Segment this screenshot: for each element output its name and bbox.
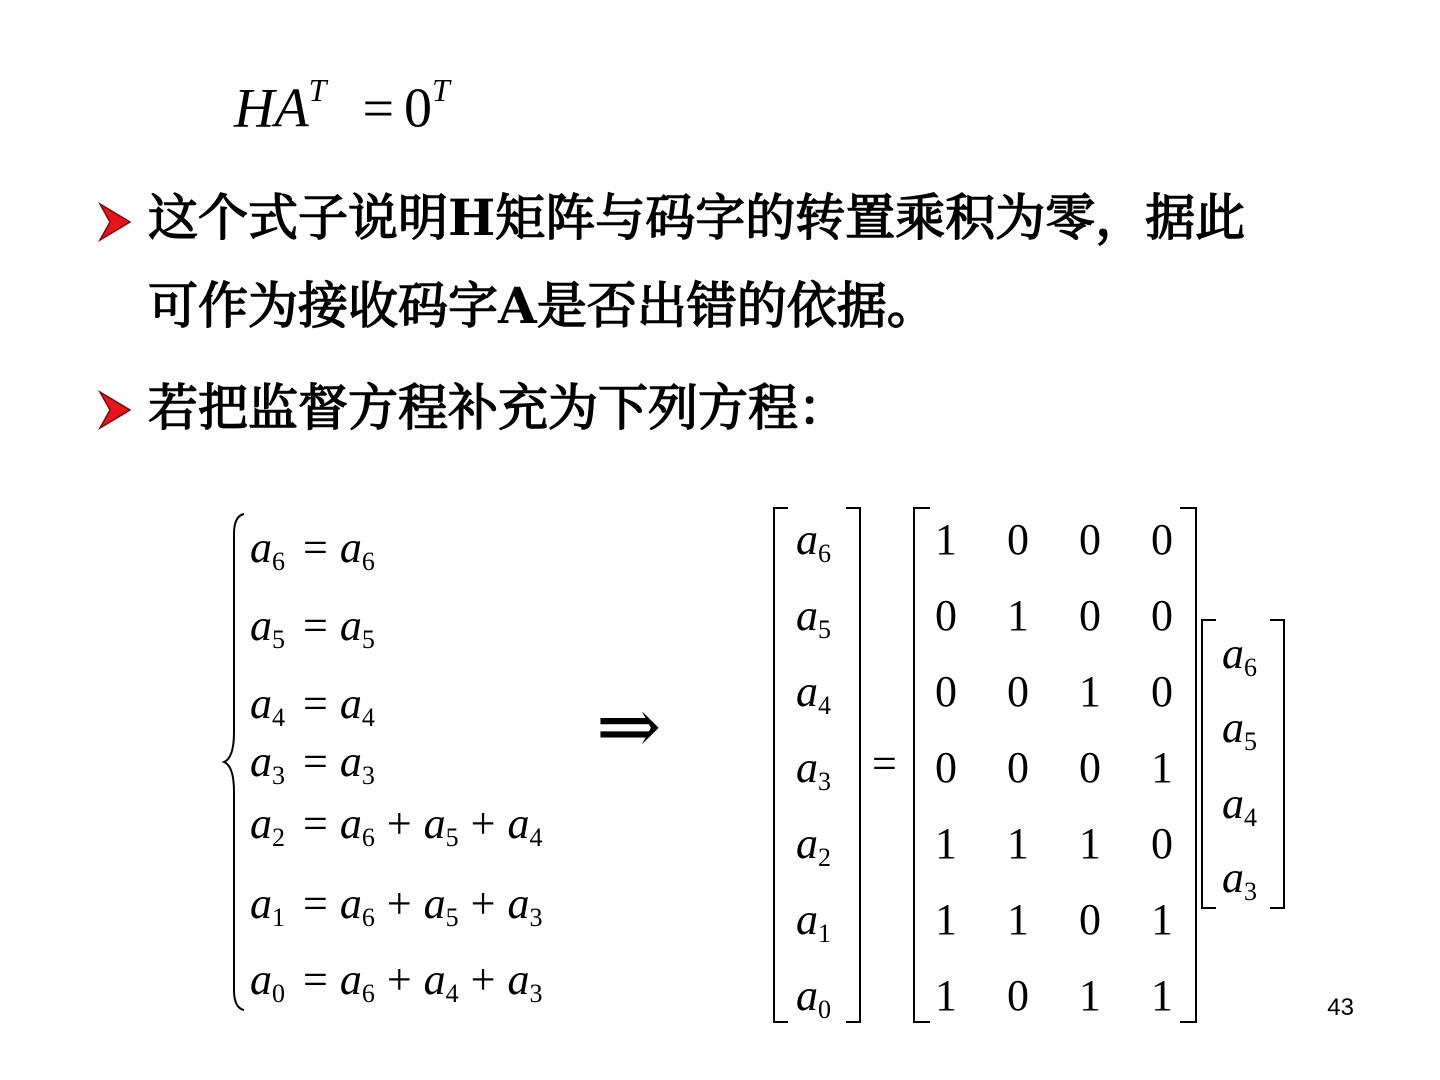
matrix-cell: 1 (935, 515, 957, 564)
system-equation (250, 601, 375, 654)
top-eq-lhs-sup: T (308, 72, 327, 108)
var-subscript: 6 (361, 903, 375, 932)
matrix-cell: 1 (935, 819, 957, 868)
var-a: a (1222, 703, 1244, 752)
equation-lhs-subscript: 0 (272, 979, 285, 1008)
matrix-cell: 1 (1151, 895, 1173, 944)
var-a: a (796, 819, 818, 868)
equation-lhs-subscript: 3 (272, 761, 285, 790)
plus-sign: + (470, 955, 496, 1004)
matrix-cell: 0 (1151, 667, 1173, 716)
rhs-vector-entry (1222, 703, 1257, 756)
var-a: a (1222, 779, 1244, 828)
var-a: a (1222, 853, 1244, 902)
plus-sign: + (386, 879, 412, 928)
var-subscript: 4 (529, 823, 543, 852)
matrix-cell: 0 (935, 743, 957, 792)
matrix-cell: 0 (1079, 743, 1101, 792)
matrix-cell: 1 (1007, 895, 1029, 944)
var-a: a (339, 955, 362, 1004)
var-subscript: 5 (1244, 727, 1257, 756)
matrix-cell: 0 (1007, 515, 1029, 564)
plus-sign: + (470, 799, 496, 848)
top-eq-op: = (362, 77, 395, 140)
equals-sign: = (303, 799, 328, 848)
var-subscript: 3 (529, 979, 543, 1008)
equation-lhs-subscript: 6 (272, 547, 285, 576)
matrix-cell: 0 (935, 591, 957, 640)
system-equation (250, 955, 543, 1008)
matrix-cell: 0 (1151, 591, 1173, 640)
lhs-vector-entry (796, 819, 831, 872)
var-a: a (796, 515, 818, 564)
var-a: a (796, 895, 818, 944)
system-equation (250, 679, 375, 732)
equation-lhs-var: a (250, 799, 272, 848)
equation-lhs-var: a (250, 523, 272, 572)
page-number: 43 (1327, 994, 1354, 1021)
matrix-cell: 1 (1007, 591, 1029, 640)
matrix-cell: 0 (935, 667, 957, 716)
top-equation (234, 72, 450, 140)
equals-sign: = (303, 679, 328, 728)
bullet-1-line-2: 可作为接收码字A是否出错的依据。 (148, 276, 937, 335)
var-a: a (339, 879, 362, 928)
lhs-vector-entry (796, 591, 831, 644)
equals-sign: = (303, 523, 328, 572)
bullet-arrow-shape (100, 204, 130, 240)
equation-lhs-var: a (250, 601, 272, 650)
var-a: a (423, 799, 446, 848)
var-a: a (796, 743, 818, 792)
system-left-brace (218, 512, 248, 1012)
matrix-cell: 0 (1007, 743, 1029, 792)
plus-sign: + (470, 879, 496, 928)
var-a: a (1222, 629, 1244, 678)
var-a: a (796, 971, 818, 1020)
equation-lhs-subscript: 2 (272, 823, 285, 852)
bullet-arrow-icon (98, 202, 132, 242)
var-subscript: 4 (445, 979, 459, 1008)
matrix-cell: 0 (1079, 515, 1101, 564)
system-equation (250, 879, 543, 932)
var-a: a (339, 799, 362, 848)
matrix-cell: 0 (1007, 667, 1029, 716)
bullet-2-line-1: 若把监督方程补充为下列方程： (148, 378, 848, 437)
equation-lhs-subscript: 4 (272, 703, 285, 732)
equation-lhs-subscript: 1 (272, 903, 285, 932)
equation-lhs-var: a (250, 737, 272, 786)
bullet-arrow-icon (98, 390, 132, 430)
matrix-cell: 0 (1079, 895, 1101, 944)
var-a: a (796, 591, 818, 640)
top-eq-rhs: 0 (404, 77, 433, 140)
var-subscript: 3 (361, 761, 375, 790)
var-subscript: 6 (1244, 653, 1257, 682)
var-a: a (339, 679, 362, 728)
matrix-cell: 1 (1079, 667, 1101, 716)
matrix-cell: 0 (1079, 591, 1101, 640)
var-a: a (507, 799, 530, 848)
var-subscript: 1 (818, 919, 831, 948)
var-subscript: 4 (1244, 803, 1257, 832)
matrix-cell: 1 (1007, 819, 1029, 868)
var-subscript: 6 (361, 979, 375, 1008)
matrix-cell: 1 (1151, 743, 1173, 792)
plus-sign: + (386, 799, 412, 848)
matrix-cell: 1 (935, 895, 957, 944)
equation-lhs-var: a (250, 879, 272, 928)
lhs-vector-entry (796, 971, 831, 1024)
var-subscript: 6 (818, 539, 831, 568)
equals-sign: = (303, 601, 328, 650)
system-equation (250, 799, 543, 852)
lhs-vector-entry (796, 515, 831, 568)
var-subscript: 3 (1244, 877, 1257, 906)
equals-sign: = (303, 879, 328, 928)
var-subscript: 5 (445, 903, 459, 932)
implies-arrow: ⇒ (596, 683, 662, 770)
var-a: a (507, 955, 530, 1004)
var-subscript: 5 (361, 625, 375, 654)
var-subscript: 3 (529, 903, 543, 932)
matrix-cell: 1 (1151, 971, 1173, 1020)
plus-sign: + (386, 955, 412, 1004)
var-subscript: 4 (361, 703, 375, 732)
matrix-cell: 1 (935, 971, 957, 1020)
matrix-equals: = (872, 739, 897, 788)
equals-sign: = (303, 955, 328, 1004)
var-subscript: 5 (818, 615, 831, 644)
rhs-vector-entry (1222, 853, 1257, 906)
var-subscript: 6 (361, 547, 375, 576)
matrix-cell: 0 (1151, 515, 1173, 564)
matrix-cell: 0 (1151, 819, 1173, 868)
bullet-arrow-shape (100, 392, 130, 428)
var-subscript: 5 (445, 823, 459, 852)
var-subscript: 6 (361, 823, 375, 852)
var-a: a (796, 667, 818, 716)
equation-lhs-subscript: 5 (272, 625, 285, 654)
var-subscript: 4 (818, 691, 831, 720)
lhs-vector-entry (796, 895, 831, 948)
lhs-vector-entry (796, 667, 831, 720)
var-subscript: 0 (818, 995, 831, 1024)
rhs-vector-entry (1222, 629, 1257, 682)
matrix-cell: 1 (1079, 819, 1101, 868)
var-a: a (339, 737, 362, 786)
top-eq-rhs-sup: T (432, 72, 450, 108)
var-subscript: 2 (818, 843, 831, 872)
var-a: a (423, 955, 446, 1004)
top-eq-lhs: HA (234, 77, 309, 140)
system-equation (250, 523, 375, 576)
equation-lhs-var: a (250, 679, 272, 728)
lhs-vector-entry (796, 743, 831, 796)
bullet-1-line-1: 这个式子说明H矩阵与码字的转置乘积为零，据此 (148, 188, 1246, 247)
equation-lhs-var: a (250, 955, 272, 1004)
var-subscript: 3 (818, 767, 831, 796)
var-a: a (339, 601, 362, 650)
equals-sign: = (303, 737, 328, 786)
var-a: a (339, 523, 362, 572)
matrix-cell: 1 (1079, 971, 1101, 1020)
matrix-cell: 0 (1007, 971, 1029, 1020)
var-a: a (507, 879, 530, 928)
rhs-vector-entry (1222, 779, 1257, 832)
var-a: a (423, 879, 446, 928)
system-equation (250, 737, 375, 790)
